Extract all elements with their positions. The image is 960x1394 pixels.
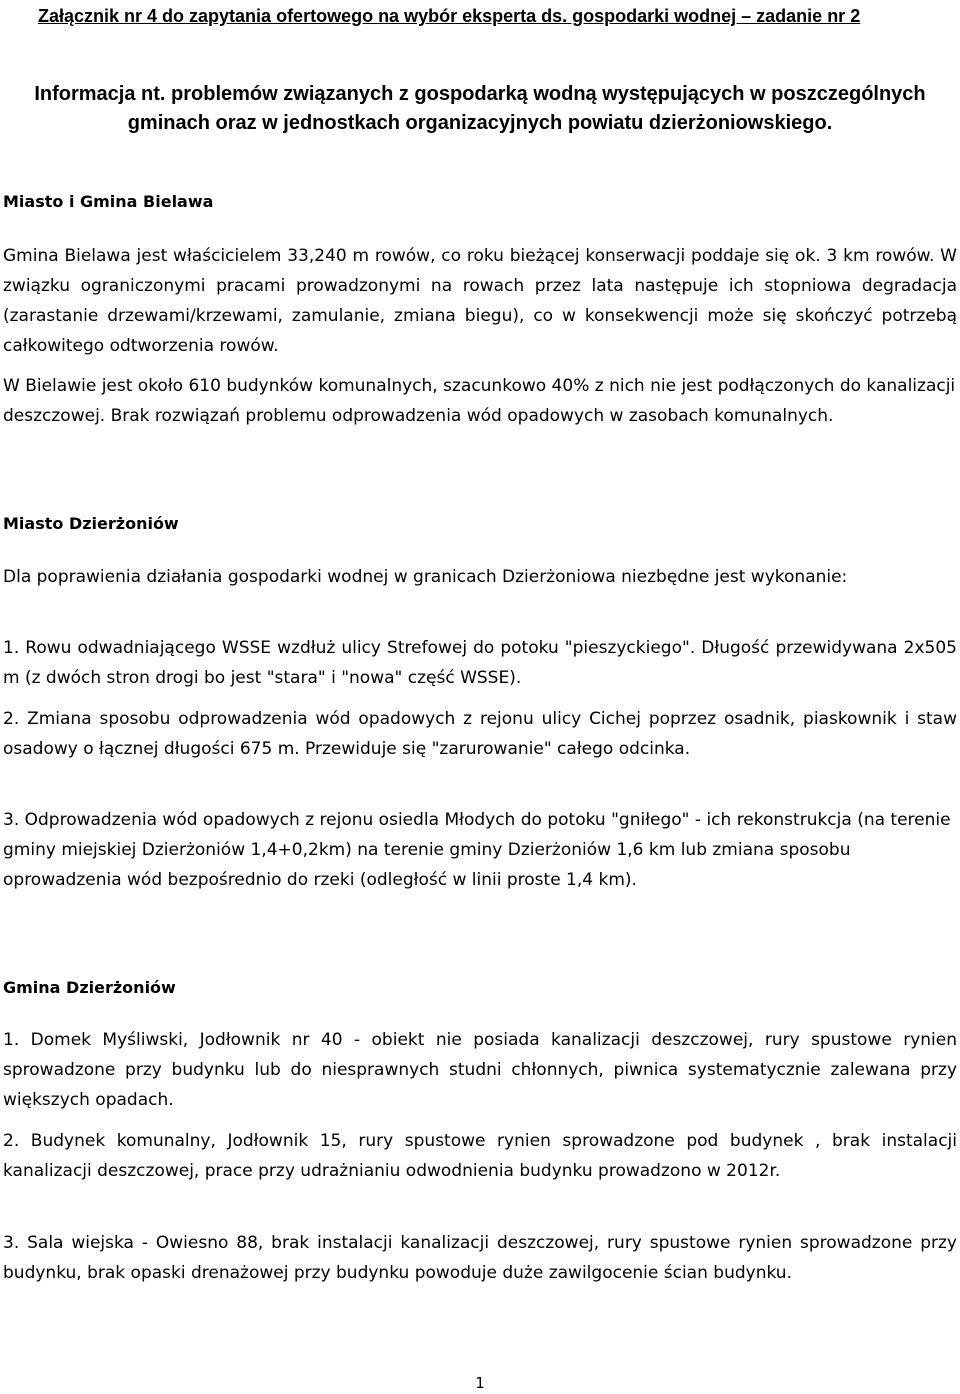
bielawa-paragraph-2: W Bielawie jest około 610 budynków komunalnych, szacunkowo 40% z nich nie jest podłączonych do kanalizacji deszczowej. Brak rozwiązań problemu odprowadzenia wód opadowych w zasobach komunalnych.: [3, 376, 956, 426]
dzierzoniow-city-item-1: 1. Rowu odwadniającego WSSE wzdłuż ulicy Strefowej do potoku "pieszyckiego". Długość przewidywana 2x505 m (z dwóch stron drogi bo jest "stara" i "nowa" część WSSE).: [3, 638, 957, 688]
dzierzoniow-gmina-item-2: 2. Budynek komunalny, Jodłownik 15, rury spustowe rynien sprowadzone pod budynek , brak instalacji kanalizacji deszczowej, prace przy udrażnianiu odwodnienia budynku prowadzono w 2012r.: [3, 1131, 957, 1181]
info-title-line-2: gminach oraz w jednostkach organizacyjnych powiatu dzierżoniowskiego.: [127, 112, 833, 134]
section-heading-bielawa: Miasto i Gmina Bielawa: [3, 192, 214, 211]
info-title-line-1: Informacja nt. problemów związanych z gospodarką wodną występujących w poszczególnych: [34, 83, 926, 105]
attachment-title: Załącznik nr 4 do zapytania ofertowego na wybór eksperta ds. gospodarki wodnej – zadanie nr 2: [38, 6, 861, 26]
dzierzoniow-city-item-2: 2. Zmiana sposobu odprowadzenia wód opadowych z rejonu ulicy Cichej poprzez osadnik, piaskownik i staw osadowy o łącznej długości 675 m. Przewiduje się "zarurowanie" całego odcinka.: [3, 709, 957, 759]
page-number: 1: [475, 1374, 485, 1392]
info-title: [0, 80, 960, 138]
dzierzoniow-gmina-item-1: 1. Domek Myśliwski, Jodłownik nr 40 - obiekt nie posiada kanalizacji deszczowej, rury spustowe rynien sprowadzone przy budynku lub do niesprawnych studni chłonnych, piwnica systematycznie zalewana przy większych opadach.: [3, 1030, 957, 1110]
dzierzoniow-city-intro: Dla poprawienia działania gospodarki wodnej w granicach Dzierżoniowa niezbędne jest wykonanie:: [3, 567, 848, 587]
section-heading-dzierzoniow-city: Miasto Dzierżoniów: [3, 514, 179, 533]
bielawa-paragraph-1: Gmina Bielawa jest właścicielem 33,240 m rowów, co roku bieżącej konserwacji poddaje się ok. 3 km rowów. W związku ograniczonymi pracami prowadzonymi na rowach przez lata następuje ich stopniowa degradacja (zarastanie drzewami/krzewami, zamulanie, zmiana biegu), co w konsekwencji może się skończyć potrzebą całkowitego odtworzenia rowów.: [3, 246, 957, 356]
section-heading-dzierzoniow-gmina: Gmina Dzierżoniów: [3, 978, 176, 997]
dzierzoniow-city-item-3: 3. Odprowadzenia wód opadowych z rejonu osiedla Młodych do potoku "gniłego" - ich rekonstrukcja (na terenie gminy miejskiej Dzierżoniów 1,4+0,2km) na terenie gminy Dzierżoniów 1,6 km lub zmiana sposobu oprowadzenia wód bezpośrednio do rzeki (odległość w linii proste 1,4 km).: [3, 810, 951, 890]
dzierzoniow-gmina-item-3: 3. Sala wiejska - Owiesno 88, brak instalacji kanalizacji deszczowej, rury spustowe rynien sprowadzone przy budynku, brak opaski drenażowej przy budynku powoduje duże zawilgocenie ścian budynku.: [3, 1233, 957, 1283]
